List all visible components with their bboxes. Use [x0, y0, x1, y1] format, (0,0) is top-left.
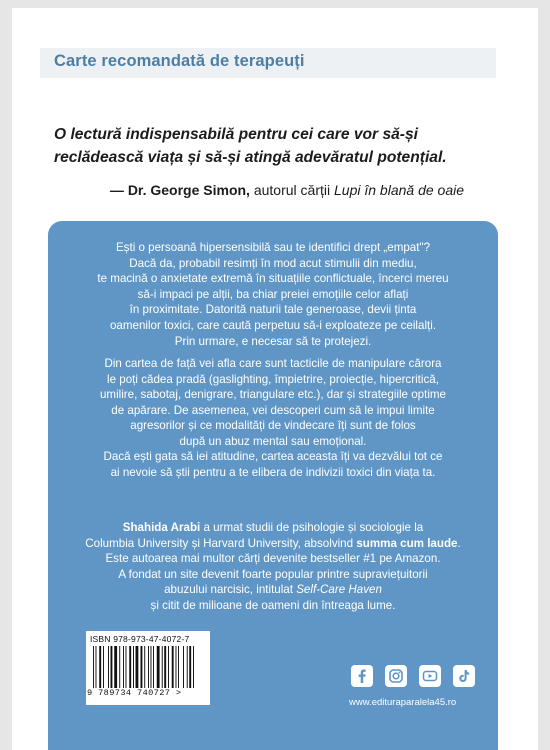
blurb-line: Prin urmare, e necesar să te protejezi. [174, 334, 372, 348]
author-bio [48, 520, 498, 614]
blurb-line: de apărare. De asemenea, vei descoperi cum să le impui limite [111, 403, 435, 417]
barcode-digits: 9 789734 740727 > [87, 688, 182, 698]
blurb-line: Din cartea de față vei afla care sunt tacticile de manipulare cărora [104, 357, 442, 370]
endorsement-quote [54, 124, 504, 169]
bio-line [48, 536, 498, 552]
youtube-icon[interactable] [419, 665, 441, 687]
quote-author-suffix: autorul cărții [253, 182, 331, 198]
bio-honors: summa cum laude [356, 536, 458, 550]
blurb-paragraph-2 [48, 356, 498, 450]
social-icons [351, 665, 475, 687]
bio-line: A fondat un site devenit foarte popular printre supraviețuitorii [118, 567, 428, 581]
blurb-line: Dacă da, probabil resimți în mod acut stimulii din mediu, [129, 256, 417, 270]
bio-author-name: Shahida Arabi [122, 521, 201, 534]
barcode [91, 646, 203, 688]
bio-text: Columbia University și Harvard University, absolvind [85, 536, 357, 550]
banner-title: Carte recomandată de terapeuți [54, 52, 305, 70]
bio-site-name: Self-Care Haven [296, 583, 382, 597]
blurb-line: în proximitate. Datorită naturii tale generoase, devii ținta [129, 303, 417, 317]
quote-attribution [110, 182, 464, 198]
blurb-line: oamenilor toxici, care caută perpetuu să-i exploateze pe ceilalți. [109, 318, 437, 332]
facebook-icon[interactable] [351, 665, 373, 687]
attribution-dash: — [109, 182, 124, 198]
blurb-line: te macină o anxietate extremă în situațiile conflictuale, încerci mereu [97, 272, 449, 286]
isbn-label: ISBN 978-973-47-4072-7 [90, 634, 190, 644]
tiktok-icon[interactable] [453, 665, 475, 687]
bio-text: abuzului narcisic, intitulat [164, 583, 297, 597]
blurb-line: umilire, sabotaj, denigrare, triangulare etc.), dar și strategiile optime [99, 388, 447, 402]
bio-line [48, 582, 498, 598]
bio-line: și citit de milioane de oameni din întreaga lume. [150, 598, 396, 612]
bio-line: Este autoarea mai multor cărți devenite bestseller #1 pe Amazon. [105, 552, 441, 566]
blurb-paragraph-3 [48, 449, 498, 480]
quote-line: O lectură indispensabilă pentru cei care vor să-și [54, 126, 418, 143]
bio-text: . [457, 536, 461, 550]
blurb-line: după un abuz mental sau emoțional. [179, 434, 367, 448]
blurb-paragraph-1 [48, 240, 498, 349]
bio-line [48, 520, 498, 536]
blurb-line: agresorilor și ce modalități de vindecare îți sunt de folos [130, 419, 416, 433]
blurb-line: le poți cădea pradă (gaslighting, împietrire, proiecție, hipercritică, [107, 372, 439, 386]
blurb-line: Ești o persoană hipersensibilă sau te identifici drept „empat"? [115, 241, 431, 254]
blurb-line: Dacă ești gata să iei atitudine, cartea aceasta îți va dezvălui tot ce [103, 450, 443, 463]
blurb-line: să-i impaci pe alții, ba chiar preiei emoțiile celor aflați [137, 287, 409, 301]
blurb-line: ai nevoie să știi pentru a te elibera de indivizii toxici din viața ta. [110, 465, 436, 479]
quote-line: reclădească viața și să-și atingă adevăratul potențial. [54, 148, 447, 166]
publisher-website[interactable]: www.edituraparalela45.ro [349, 697, 457, 708]
instagram-icon[interactable] [385, 665, 407, 687]
bio-text: a urmat studii de psihologie și sociologie la [200, 521, 424, 534]
quote-author: Dr. George Simon, [127, 182, 250, 198]
quote-book-title: Lupi în blană de oaie [334, 182, 464, 198]
